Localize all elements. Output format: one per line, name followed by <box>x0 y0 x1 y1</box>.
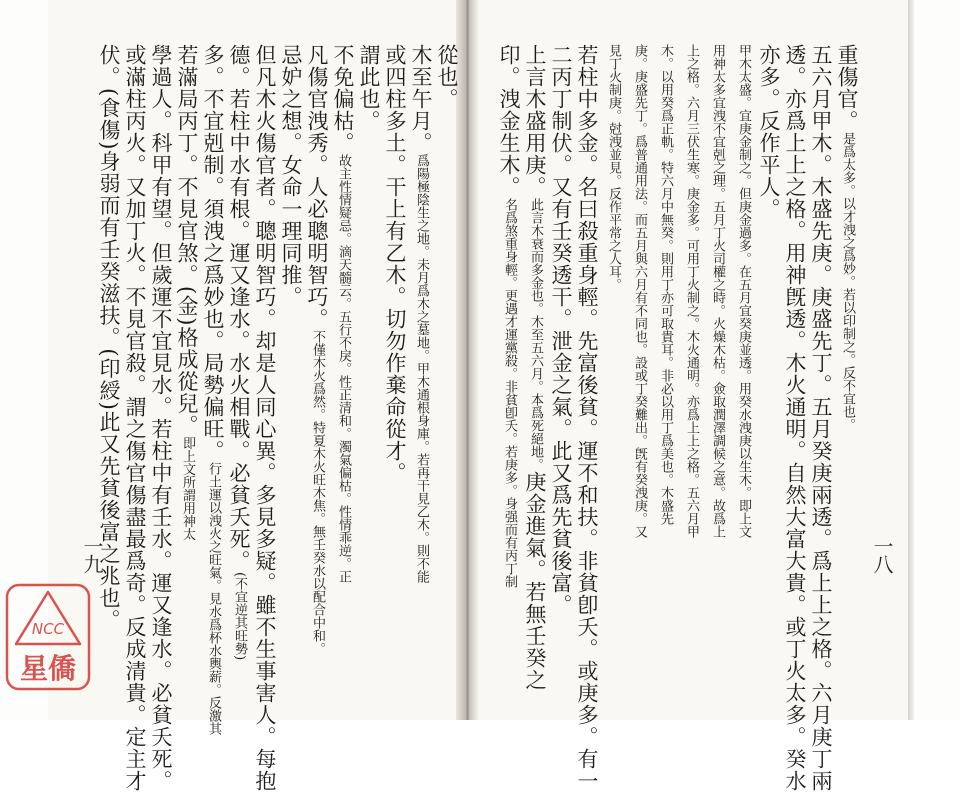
annotation-text: 甲木通根身庫。 <box>414 362 429 453</box>
left-text-column <box>200 44 226 735</box>
annotation-text: 本爲死絕地。 <box>528 393 543 471</box>
main-text: 二丙丁制伏。又有壬癸透干。泄金之氣。此又爲先貧後富。 <box>549 44 573 616</box>
main-text: 或四柱多土。干上有乙木。切勿作棄命從才。 <box>383 44 407 484</box>
main-text: 若無壬癸之 <box>523 581 547 691</box>
right-text-column <box>496 44 522 694</box>
main-text: 從也。 <box>435 44 459 110</box>
annotation-text: 若再干見乙木。 <box>414 453 429 544</box>
right-text-column <box>652 44 678 694</box>
right-text-column <box>782 44 808 792</box>
stamp-icon <box>4 582 92 692</box>
right-text-column <box>626 44 652 694</box>
page-edge <box>908 0 914 720</box>
annotation-text: 木至五六月。 <box>528 315 543 393</box>
main-text: 重傷官。 <box>835 44 859 132</box>
annotation-text: 性正清和。 <box>336 375 351 440</box>
main-text: 若柱中多金。名曰殺重身輕。先富後貧。運不和扶。非貧卽夭。或庚多。有一 <box>575 44 599 792</box>
annotation-text: 反激其 <box>206 696 221 735</box>
left-text-column <box>122 44 148 792</box>
annotation-text: 非貧卽夭。 <box>502 380 517 445</box>
annotation-text: (不宜逆其旺勢) <box>232 572 247 661</box>
left-text-column <box>304 44 330 694</box>
main-text: 學過人。科甲有望。但歲運不宜見水。若柱中有壬水。運又逢水。必貧夭死。 <box>149 44 173 792</box>
annotation-text: 濁氣偏枯。 <box>336 440 351 505</box>
right-text-column <box>756 44 782 694</box>
right-page-text <box>497 44 860 792</box>
left-text-column <box>330 44 356 694</box>
annotation-text: 則不能 <box>414 544 429 583</box>
page-number-right: 一八 <box>870 536 894 572</box>
annotation-text: 見丁火制庚。 <box>606 44 621 122</box>
annotation-text: 特夏木火旺木焦。 <box>310 421 325 525</box>
annotation-text: 五行不戾。 <box>336 310 351 375</box>
stamp-name-text: 星僑 <box>19 652 77 685</box>
left-text-column <box>226 44 252 694</box>
main-text: 透。亦爲上上之格。用神旣透。木火通明。自然大富大貴。或丁火太多。癸水 <box>783 44 807 792</box>
annotation-text: 滴天髓云。 <box>336 245 351 310</box>
left-text-column <box>174 44 200 694</box>
main-text: 亦多。反作平人。 <box>757 44 781 220</box>
main-text: 忌妒之想。女命一理同推。 <box>279 44 303 308</box>
left-text-column <box>148 44 174 792</box>
left-text-column <box>408 44 434 694</box>
main-text: 凡傷官洩秀。人必聰明智巧。 <box>305 44 329 330</box>
left-text-column <box>278 44 304 694</box>
right-text-column <box>808 44 834 792</box>
annotation-text: 爲陽極陰生之地。 <box>414 154 429 258</box>
right-text-column <box>548 44 574 694</box>
left-text-column <box>434 44 460 694</box>
page-number-left: 一九 <box>80 536 104 572</box>
annotation-text: 不僅木火爲然。 <box>310 330 325 421</box>
main-text: 但凡木火傷官者。聰明智巧。却是人同心異。多見多疑。雖不生事害人。每抱 <box>253 44 277 792</box>
annotation-text: 性情乖逆。 <box>336 505 351 570</box>
main-text: 多。不宜剋制。須洩之爲妙也。局勢偏旺。 <box>201 44 225 462</box>
ncc-logo-stamp <box>4 582 92 692</box>
annotation-text: 甲木太盛。宜庚金制之。但庚金過多。在五月宜癸庚並透。用癸水洩庚以生木。即上文 <box>736 44 751 538</box>
main-text: 或滿柱丙火。又加丁火。不見官殺。謂之傷官傷盡最爲奇。反成清貴。定主才 <box>123 44 147 792</box>
left-text-column <box>382 44 408 694</box>
annotation-text: 用神太多宜洩不宜剋之理。五月丁火司權之時。火燥木枯。僉取潤澤調候之意。故爲上 <box>710 44 725 538</box>
annotation-text: 上之格。六月三伏生寒。庚金多。可用丁火制之。木火通明。亦爲上上之格。五六月甲 <box>684 44 699 538</box>
right-text-column <box>574 44 600 792</box>
annotation-text: 正 <box>336 570 351 583</box>
annotation-text: 名爲煞重身輕。 <box>502 198 517 289</box>
main-text: 木至午月。 <box>409 44 433 154</box>
left-text-column <box>356 44 382 694</box>
right-text-column <box>522 44 548 694</box>
annotation-text: 更遇才運黨殺。 <box>502 289 517 380</box>
main-text: 若滿局丙丁。不見官煞。(金)格成從兒。 <box>175 44 199 437</box>
left-text-column <box>96 44 122 694</box>
annotation-text: 身强而有丙丁制 <box>502 497 517 588</box>
main-text: 上言木盛用庚。 <box>523 44 547 198</box>
annotation-text: 尅洩並見。反作平常之人耳。 <box>606 122 621 291</box>
annotation-text: 未月爲木之墓地。 <box>414 258 429 362</box>
right-text-column <box>600 44 626 694</box>
annotation-text: 若庚多。 <box>502 445 517 497</box>
main-text: 庚金進氣。 <box>523 471 547 581</box>
annotation-text: 即上文所謂用神太 <box>180 436 195 541</box>
annotation-text: 木。以用癸爲正軌。特六月中無癸。則用丁亦可取貴耳。非必以用丁爲美也。木盛先 <box>658 44 673 525</box>
left-page-text <box>97 44 460 792</box>
right-text-column <box>834 44 860 694</box>
stamp-brand-text: NCC <box>31 620 65 638</box>
left-text-column <box>252 44 278 792</box>
annotation-text: 此言木衰而多金也。 <box>528 198 543 315</box>
annotation-text: 無壬癸水以配合中和。 <box>310 525 325 655</box>
main-text: 伏。(食傷)身弱而有壬癸滋扶。(印綬)此又先貧後富之兆也。 <box>97 44 121 631</box>
main-text: 德。若柱中水有根。運又逢水。水火相戰。必貧夭死。 <box>227 44 251 572</box>
main-text: 印。洩金生木。 <box>497 44 521 198</box>
main-text: 謂此也。 <box>357 44 381 132</box>
main-text: 不免偏枯。 <box>331 44 355 154</box>
main-text: 五六月甲木。木盛先庚。庚盛先丁。五月癸庚兩透。爲上上之格。六月庚丁兩 <box>809 44 833 792</box>
annotation-text: 見水爲杯水輿薪。 <box>206 592 221 696</box>
right-text-column <box>704 44 730 694</box>
right-text-column <box>730 44 756 694</box>
annotation-text: 故主性情疑忌。 <box>336 154 351 245</box>
annotation-text: 是爲太多。以才洩之爲妙。若以印制之。反不宜也。 <box>840 132 855 431</box>
annotation-text: 庚。庚盛先丁。爲普通用法。而五月與六月有不同也。設或丁癸難出。旣有癸洩庚。又 <box>632 44 647 538</box>
right-text-column <box>678 44 704 694</box>
annotation-text: 行土運以洩火之旺氣。 <box>206 462 221 592</box>
